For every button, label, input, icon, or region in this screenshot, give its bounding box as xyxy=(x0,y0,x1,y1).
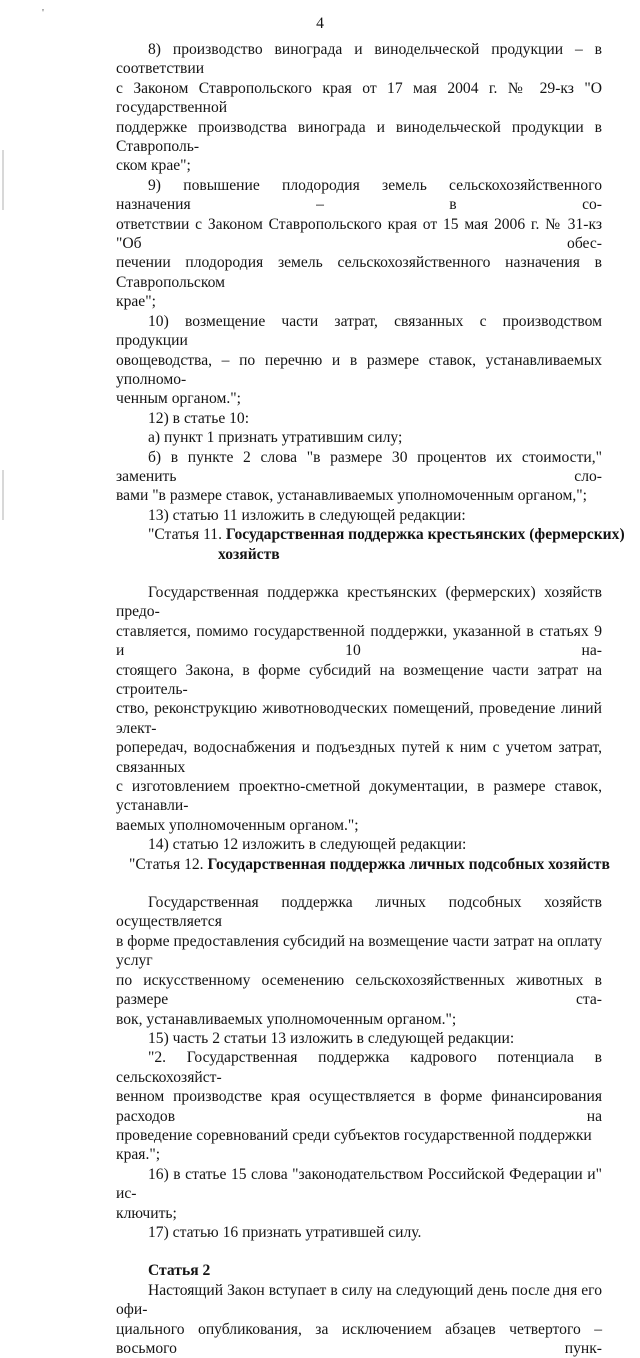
article-12-text-line: вок, устанавливаемых уполномоченным органом."; xyxy=(116,1010,457,1028)
article-11-text-line: ваемых уполномоченным органом."; xyxy=(116,816,359,834)
paragraph-9-line: печении плодородия земель сельскохозяйственного назначения в Ставропольском xyxy=(116,254,602,291)
paragraph-14: 14) статью 12 изложить в следующей редакции: xyxy=(148,836,467,854)
left-scan-edge xyxy=(0,0,8,905)
article-11-text-line: ставляется, помимо государственной поддержки, указанной в статьях 9 и 10 на- xyxy=(116,622,602,660)
article-11-text-line: стоящего Закона, в форме субсидий на возмещение части затрат на строитель- xyxy=(116,661,602,698)
article-11-text-line: с изготовлением проектно-сметной документации, в размере ставок, устанавли- xyxy=(116,778,602,815)
document-body xyxy=(116,40,625,1358)
article-11-text: Государственная поддержка крестьянских (фермерских) хозяйств предо- xyxy=(116,583,602,621)
article-11-title-line xyxy=(148,525,625,544)
article-2-text: Настоящий Закон вступает в силу на следующий день после дня его офи- xyxy=(116,1281,602,1319)
paragraph-15-quote: "2. Государственная поддержка кадрового потенциала в сельскохозяйст- xyxy=(116,1049,602,1086)
paragraph-12b-line: вами "в размере ставок, устанавливаемых уполномоченным органом,"; xyxy=(116,487,587,505)
paragraph-12b: б) в пункте 2 слова "в размере 30 процентов их стоимости," заменить сло- xyxy=(116,448,602,485)
article-2-text-line: циального опубликования, за исключением абзацев четвертого – восьмого пунк- xyxy=(116,1320,602,1357)
paragraph-9: 9) повышение плодородия земель сельскохозяйственного назначения – в со- xyxy=(116,176,602,214)
article-11-title-cont: хозяйств xyxy=(218,545,280,563)
scan-artifact xyxy=(2,470,4,520)
paragraph-10-line: овощеводства, – по перечню и в размере ставок, устанавливаемых уполномо- xyxy=(116,351,602,388)
paragraph-9-line: ответствии с Законом Ставропольского края от 15 мая 2006 г. № 31-кз "Об обес- xyxy=(116,215,602,253)
article-12-prefix: "Статья 12. xyxy=(129,855,204,873)
paragraph-10: 10) возмещение части затрат, связанных с производством продукции xyxy=(116,312,602,350)
spacer xyxy=(116,1242,602,1261)
paragraph-13: 13) статью 11 изложить в следующей редакции: xyxy=(148,506,466,524)
article-11-title: Государственная поддержка крестьянских (фермерских) xyxy=(225,526,625,544)
article-11-prefix: "Статья 11. xyxy=(148,526,222,544)
paragraph-8-line: поддержке производства винограда и винодельческой продукции в Ставрополь- xyxy=(116,118,602,156)
article-12-title-line xyxy=(129,855,610,874)
paragraph-8-line: ском крае"; xyxy=(116,157,191,175)
paragraph-16-line: ключить; xyxy=(116,1204,177,1222)
paragraph-15-quote-line: венном производстве края осуществляется в форме финансирования расходов на xyxy=(116,1088,602,1125)
article-11-text-line: ство, реконструкцию животноводческих помещений, проведение линий элект- xyxy=(116,700,602,737)
paragraph-15: 15) часть 2 статьи 13 изложить в следующей редакции: xyxy=(148,1029,515,1047)
paragraph-8: 8) производство винограда и винодельческой продукции – в соответствии xyxy=(116,41,602,78)
corner-mark: ' xyxy=(42,7,44,19)
paragraph-12a: а) пункт 1 признать утратившим силу; xyxy=(148,429,403,447)
article-12-text: Государственная поддержка личных подсобных хозяйств осуществляется xyxy=(116,894,602,931)
page-number: 4 xyxy=(316,15,324,32)
article-12-title: Государственная поддержка личных подсобных хозяйств xyxy=(207,855,610,873)
spacer xyxy=(116,564,602,583)
article-12-heading xyxy=(116,855,610,874)
article-11-text-line: ропередач, водоснабжения и подъездных путей к ним с учетом затрат, связанных xyxy=(116,739,602,776)
article-2-heading: Статья 2 xyxy=(148,1262,211,1280)
article-12-text-line: в форме предоставления субсидий на возмещение части затрат на оплату услуг xyxy=(116,932,602,970)
paragraph-9-line: крае"; xyxy=(116,293,156,311)
scan-artifact xyxy=(2,150,4,210)
paragraph-15-quote-line: проведение соревнований среди субъектов государственной поддержки края."; xyxy=(116,1126,592,1164)
paragraph-16: 16) в статье 15 слова "законодательством Российской Федерации и" ис- xyxy=(116,1165,602,1203)
article-12-text-line: по искусственному осеменению сельскохозяйственных животных в размере ста- xyxy=(116,971,602,1009)
paragraph-8-line: с Законом Ставропольского края от 17 мая 2004 г. № 29-кз "О государственной xyxy=(116,79,602,117)
spacer xyxy=(116,874,602,893)
article-11-heading xyxy=(129,525,625,564)
paragraph-17: 17) статью 16 признать утратившей силу. xyxy=(148,1223,422,1241)
paragraph-10-line: ченным органом."; xyxy=(116,390,241,408)
paragraph-12: 12) в статье 10: xyxy=(148,409,250,427)
